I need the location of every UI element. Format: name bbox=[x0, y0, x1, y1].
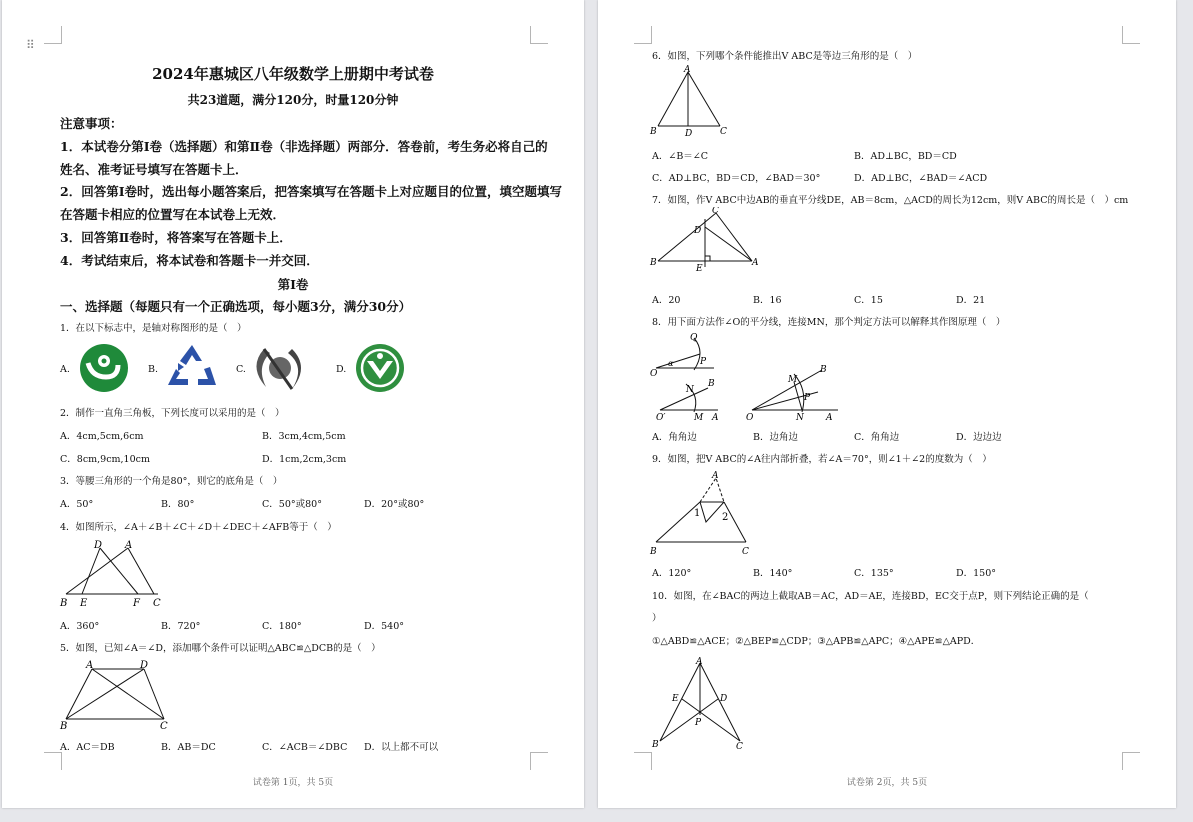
figure-q6 bbox=[648, 64, 738, 140]
option-a[interactable]: A．角角边 bbox=[652, 432, 697, 443]
angle-label: 2 bbox=[722, 512, 729, 523]
option-d[interactable]: D．21 bbox=[956, 295, 986, 306]
drag-handle-icon[interactable]: ⠿ bbox=[26, 38, 34, 52]
margin-mark bbox=[44, 26, 62, 44]
margin-mark bbox=[530, 752, 548, 770]
point-label: A bbox=[86, 660, 94, 671]
option-d[interactable]: D．540° bbox=[364, 621, 404, 632]
figure-q7 bbox=[648, 207, 760, 275]
point-label: B bbox=[652, 740, 659, 750]
question-8-stem: 8．用下面方法作∠O的平分线，连接MN，那个判定方法可以解释其作图原理（ ） bbox=[652, 317, 1006, 328]
point-label: P bbox=[695, 718, 702, 728]
question-2-stem: 2．制作一直角三角板，下列长度可以采用的是（ ） bbox=[60, 408, 285, 419]
section-heading: 一、选择题（每题只有一个正确选项，每小题3分，满分30分） bbox=[60, 299, 412, 314]
logo-c-icon bbox=[252, 343, 308, 393]
logo-a-icon bbox=[78, 343, 130, 393]
point-label: α bbox=[668, 359, 674, 368]
notice-line: 4．考试结束后，将本试卷和答题卡一并交回． bbox=[60, 253, 319, 268]
option-c[interactable]: C．∠ACB＝∠DBC bbox=[262, 742, 348, 753]
angle-label: 1 bbox=[694, 508, 701, 519]
option-label: A. bbox=[60, 364, 70, 375]
figure-q4 bbox=[58, 538, 168, 612]
question-4-stem: 4．如图所示，∠A＋∠B＋∠C＋∠D＋∠DEC＋∠AFB等于（ ） bbox=[60, 522, 337, 533]
point-label: O bbox=[650, 369, 658, 379]
option-b[interactable]: B．140° bbox=[753, 568, 793, 579]
question-3-stem: 3．等腰三角形的一个角是80°，则它的底角是（ ） bbox=[60, 476, 283, 487]
point-label: A bbox=[712, 471, 719, 481]
option-c[interactable]: C．180° bbox=[262, 621, 302, 632]
notice-heading: 注意事项： bbox=[60, 116, 123, 131]
point-label: B bbox=[650, 547, 657, 557]
figure-q9 bbox=[648, 468, 760, 560]
question-10-stem-end: ） bbox=[652, 613, 662, 624]
section-title: 第Ⅰ卷 bbox=[277, 277, 309, 292]
margin-mark bbox=[1122, 752, 1140, 770]
page-footer: 试卷第 2页，共 5页 bbox=[846, 778, 928, 788]
option-label: C. bbox=[236, 364, 246, 375]
option-d[interactable]: D．边边边 bbox=[956, 432, 1002, 443]
point-label: D bbox=[685, 129, 693, 139]
point-label: Q bbox=[690, 333, 698, 343]
point-label: M bbox=[694, 413, 704, 423]
option-b[interactable]: B．16 bbox=[753, 295, 782, 306]
point-label: F bbox=[133, 598, 140, 609]
figure-q8 bbox=[648, 330, 848, 424]
point-label: D bbox=[94, 540, 103, 551]
question-10-stem: 10．如图，在∠BAC的两边上截取AB＝AC，AD＝AE，连接BD，EC交于点P，则下列结论正确的是（ bbox=[652, 591, 1089, 602]
margin-mark bbox=[44, 752, 62, 770]
option-b[interactable]: B．80° bbox=[161, 499, 195, 510]
point-label: C bbox=[736, 742, 743, 751]
option-c[interactable]: C．AD⊥BC，BD＝CD，∠BAD＝30° bbox=[652, 173, 821, 184]
question-5-stem: 5．如图，已知∠A＝∠D，添加哪个条件可以证明△ABC≌△DCB的是（ ） bbox=[60, 643, 381, 654]
logo-d-icon bbox=[353, 343, 407, 393]
question-1-stem: 1．在以下标志中，是轴对称图形的是（ ） bbox=[60, 323, 247, 334]
option-a[interactable]: A．120° bbox=[652, 568, 692, 579]
page-1 bbox=[2, 0, 584, 808]
option-a[interactable]: A．50° bbox=[60, 499, 94, 510]
point-label: A bbox=[696, 657, 703, 667]
question-7-stem: 7．如图，作V ABC中边AB的垂直平分线DE，AB＝8cm，△ACD的周长为12cm，则V ABC的周长是（ ）cm bbox=[652, 195, 1129, 206]
option-b[interactable]: B．AB＝DC bbox=[161, 742, 216, 753]
option-d[interactable]: D．以上都不可以 bbox=[364, 742, 439, 753]
margin-mark bbox=[634, 26, 652, 44]
point-label: C bbox=[153, 598, 161, 609]
option-b[interactable]: B．720° bbox=[161, 621, 201, 632]
option-a[interactable]: A．AC＝DB bbox=[60, 742, 115, 753]
point-label: O′ bbox=[656, 413, 666, 423]
point-label: A bbox=[125, 540, 133, 551]
option-d[interactable]: D．150° bbox=[956, 568, 996, 579]
option-c[interactable]: C．135° bbox=[854, 568, 894, 579]
option-c[interactable]: C．8cm,9cm,10cm bbox=[60, 454, 150, 465]
point-label: B bbox=[650, 258, 657, 268]
figure-q10 bbox=[648, 655, 752, 751]
point-label: E bbox=[696, 264, 703, 274]
point-label: D bbox=[694, 226, 702, 236]
option-b[interactable]: B．AD⊥BC，BD＝CD bbox=[854, 151, 957, 162]
option-c[interactable]: C．50°或80° bbox=[262, 499, 322, 510]
point-label: B bbox=[60, 721, 68, 732]
option-d[interactable]: D．AD⊥BC，∠BAD＝∠ACD bbox=[854, 173, 988, 184]
notice-line: 2．回答第Ⅰ卷时，选出每小题答案后，把答案填写在答题卡上对应题目的位置，填空题填写 bbox=[60, 184, 563, 199]
margin-mark bbox=[634, 752, 652, 770]
point-label: P bbox=[804, 393, 811, 403]
question-6-stem: 6．如图，下列哪个条件能推出V ABC是等边三角形的是（ ） bbox=[652, 51, 918, 62]
option-a[interactable]: A．∠B＝∠C bbox=[652, 151, 709, 162]
point-label: B bbox=[60, 598, 68, 609]
point-label: N bbox=[796, 413, 804, 423]
notice-line: 1．本试卷分第Ⅰ卷（选择题）和第Ⅱ卷（非选择题）两部分．答卷前，考生务必将自己的 bbox=[60, 139, 548, 154]
option-a[interactable]: A．4cm,5cm,6cm bbox=[60, 431, 144, 442]
point-label: C bbox=[712, 207, 719, 216]
point-label: A bbox=[752, 258, 759, 268]
notice-line: 姓名、准考证号填写在答题卡上． bbox=[60, 162, 248, 177]
recycle-icon bbox=[164, 343, 220, 391]
option-label: D. bbox=[336, 364, 347, 375]
point-label: C bbox=[742, 547, 749, 557]
page-2 bbox=[598, 0, 1176, 808]
option-c[interactable]: C．15 bbox=[854, 295, 883, 306]
point-label: O bbox=[746, 413, 754, 423]
option-d[interactable]: D．1cm,2cm,3cm bbox=[262, 454, 347, 465]
margin-mark bbox=[1122, 26, 1140, 44]
point-label: E bbox=[80, 598, 88, 609]
point-label: C bbox=[160, 721, 168, 732]
option-b[interactable]: B．边角边 bbox=[753, 432, 798, 443]
question-10-conclusions: ①△ABD≌△ACE；②△BEP≌△CDP；③△APB≌△APC；④△APE≌△APD． bbox=[652, 636, 981, 647]
question-9-stem: 9．如图，把V ABC的∠A往内部折叠，若∠A＝70°，则∠1＋∠2的度数为（ ） bbox=[652, 454, 992, 465]
notice-line: 在答题卡相应的位置写在本试卷上无效． bbox=[60, 207, 286, 222]
point-label: A bbox=[684, 65, 691, 75]
point-label: B bbox=[650, 127, 657, 137]
point-label: C bbox=[720, 127, 727, 137]
page-footer: 试卷第 1页，共 5页 bbox=[252, 778, 334, 788]
option-a[interactable]: A．360° bbox=[60, 621, 100, 632]
point-label: D bbox=[140, 660, 149, 671]
point-label: B bbox=[708, 379, 715, 389]
notice-line: 3．回答第Ⅱ卷时，将答案写在答题卡上． bbox=[60, 230, 292, 245]
point-label: E bbox=[672, 694, 679, 704]
option-label: B. bbox=[148, 364, 159, 375]
option-c[interactable]: C．角角边 bbox=[854, 432, 900, 443]
option-b[interactable]: B．3cm,4cm,5cm bbox=[262, 431, 346, 442]
point-label: D bbox=[720, 694, 728, 704]
figure-q5 bbox=[58, 657, 178, 733]
exam-title: 2024年惠城区八年级数学上册期中考试卷 bbox=[152, 65, 434, 83]
point-label: A bbox=[712, 413, 719, 423]
point-label: N bbox=[686, 385, 694, 395]
option-a[interactable]: A．20 bbox=[652, 295, 681, 306]
point-label: A bbox=[826, 413, 833, 423]
margin-mark bbox=[530, 26, 548, 44]
point-label: P bbox=[700, 357, 707, 367]
point-label: B bbox=[820, 365, 827, 375]
exam-subtitle: 共23道题，满分120分，时量120分钟 bbox=[187, 93, 399, 107]
point-label: M bbox=[788, 375, 798, 385]
option-d[interactable]: D．20°或80° bbox=[364, 499, 425, 510]
